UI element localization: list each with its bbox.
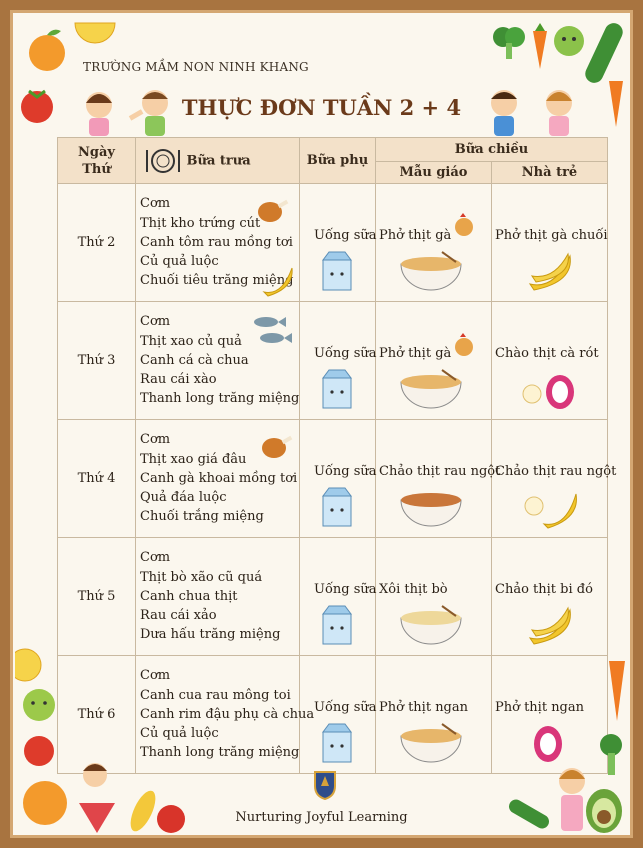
- lemon-slice-icon: [73, 19, 117, 49]
- lunch-cell: Cơm Thịt xao củ quả Canh cá cà chua Rau cái xào Thanh long trăng miệng: [136, 302, 300, 420]
- noodle-bowl-icon: [398, 250, 464, 294]
- table-row: [58, 538, 608, 656]
- milk-carton-icon: [320, 250, 354, 292]
- rooster-icon: [450, 332, 478, 360]
- nursery-cell: Chảo thịt rau ngột: [492, 420, 608, 538]
- table-row: [58, 656, 608, 774]
- table-row: [58, 420, 608, 538]
- rooster-icon: [450, 212, 478, 240]
- nursery-cell: Chảo thịt bi đó: [492, 538, 608, 656]
- table-row: [58, 302, 608, 420]
- carrot-bottom-icon: [605, 653, 629, 723]
- header-day: Ngày Thứ: [58, 138, 136, 184]
- page-title: THỰC ĐƠN TUẦN 2 + 4: [181, 95, 462, 120]
- boy-bottom-icon: [75, 757, 115, 797]
- milk-carton-icon: [320, 486, 354, 528]
- kindergarten-cell: Phở thịt ngan: [376, 656, 492, 774]
- apple-icon: [19, 681, 59, 725]
- lunch-cell: Cơm Thịt bò xão cũ quá Canh chua thịt Rau cái xảo Dưa hấu trăng miệng: [136, 538, 300, 656]
- noodle-bowl-icon: [398, 604, 464, 648]
- chicken-drumstick-icon: [256, 196, 292, 226]
- broccoli-bottom-icon: [597, 729, 630, 779]
- banana-icon: [522, 484, 582, 530]
- kindergarten-cell: Xôi thịt bò: [376, 538, 492, 656]
- day-cell: Thứ 5: [58, 538, 136, 656]
- tomato-icon: [21, 729, 57, 769]
- day-cell: Thứ 4: [58, 420, 136, 538]
- nursery-cell: Phở thịt gà chuối: [492, 184, 608, 302]
- lunch-cell: Cơm Thịt xao giá đâu Canh gà khoai mồng tơi Quả đáa luộc Chuối trắng miệng: [136, 420, 300, 538]
- pea-icon: [551, 23, 587, 59]
- header-afternoon: Bữa chiều: [376, 138, 608, 162]
- header-lunch: Bữa trưa: [136, 138, 300, 184]
- lunch-cell: Cơm Thịt kho trứng cút Canh tôm rau mồng tơi Củ quả luộc Chuối tiêu trăng miệng: [136, 184, 300, 302]
- dragon-fruit-icon: [528, 720, 568, 766]
- table-row: [58, 184, 608, 302]
- avocado-icon: [581, 783, 627, 835]
- milk-carton-icon: [320, 604, 354, 646]
- broccoli-icon: [489, 23, 529, 63]
- menu-poster: [13, 13, 630, 835]
- weekly-menu-table: [57, 137, 617, 774]
- snack-cell: Uống sữa: [300, 184, 376, 302]
- footer-slogan: Nurturing Joyful Learning: [235, 810, 408, 825]
- banana-icon: [260, 262, 296, 298]
- snack-cell: Uống sữa: [300, 538, 376, 656]
- banana-bunch-icon: [526, 250, 576, 294]
- nursery-cell: Phở thịt ngan: [492, 656, 608, 774]
- lemon-slice-icon: [15, 645, 49, 685]
- header-kindergarten: Mẫu giáo: [376, 162, 492, 184]
- plate-cutlery-icon: [144, 148, 182, 174]
- fish-icon: [248, 312, 296, 348]
- chicken-drumstick-icon: [260, 432, 296, 462]
- day-cell: Thứ 2: [58, 184, 136, 302]
- school-name: TRƯỜNG MẦM NON NINH KHANG: [83, 60, 309, 74]
- kindergarten-cell: Phở thịt gà: [376, 184, 492, 302]
- snack-cell: Uống sữa: [300, 302, 376, 420]
- noodle-bowl-icon: [398, 368, 464, 412]
- header-snack: Bữa phụ: [300, 138, 376, 184]
- dragon-fruit-icon: [520, 372, 580, 412]
- banana-bunch-icon: [526, 604, 576, 648]
- day-cell: Thứ 6: [58, 656, 136, 774]
- kindergarten-cell: Chảo thịt rau ngột: [376, 420, 492, 538]
- orange-fruit-icon: [25, 25, 71, 75]
- milk-carton-icon: [320, 722, 354, 764]
- snack-cell: Uống sữa: [300, 420, 376, 538]
- day-cell: Thứ 3: [58, 302, 136, 420]
- kindergarten-cell: Phở thịt gà: [376, 302, 492, 420]
- school-crest-icon: [313, 770, 337, 800]
- nursery-cell: Chào thịt cà rót: [492, 302, 608, 420]
- header-nursery: Nhà trẻ: [492, 162, 608, 184]
- lunch-cell: Cơm Canh cua rau mông toi Canh rim đậu phụ cà chua Củ quả luộc Thanh long trăng miệng: [136, 656, 300, 774]
- milk-carton-icon: [320, 368, 354, 410]
- noodle-bowl-icon: [398, 722, 464, 766]
- soup-bowl-icon: [398, 486, 464, 530]
- snack-cell: Uống sữa: [300, 656, 376, 774]
